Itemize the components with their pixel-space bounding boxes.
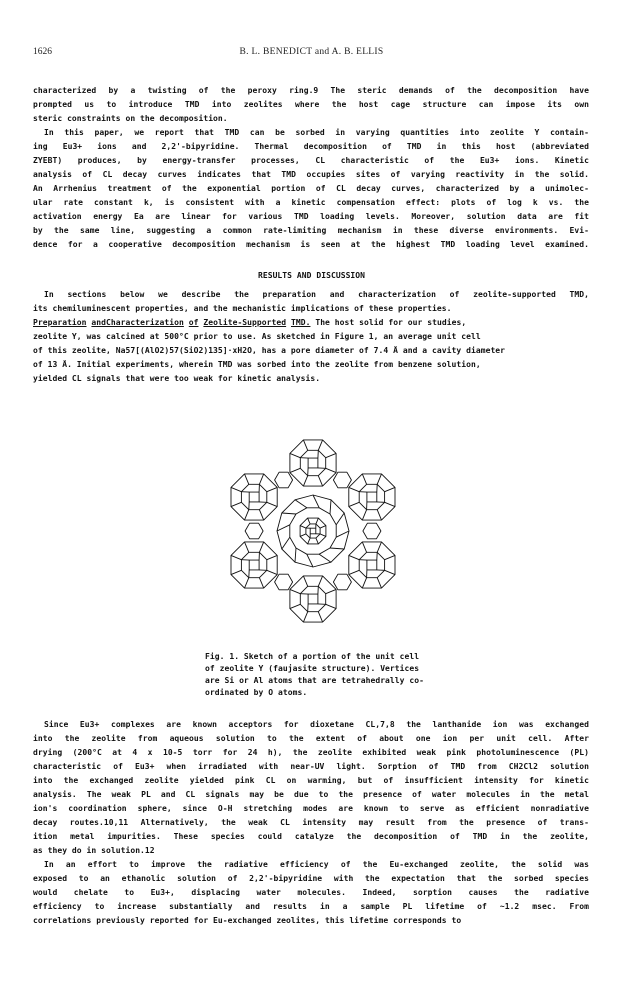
cage-edge <box>349 555 359 559</box>
cage-edge <box>377 474 381 484</box>
cage-edge <box>362 474 366 484</box>
text-line: activation energy Ea are linear for various TMD loading levels. Moreover, solution data are fit <box>33 212 589 221</box>
cage-edge <box>330 500 331 514</box>
cage-edge <box>231 570 241 574</box>
section-heading: RESULTS AND DISCUSSION <box>257 271 366 280</box>
cage-edge <box>249 560 259 570</box>
cage-edge <box>275 574 293 590</box>
cage-edge <box>308 538 311 544</box>
cage-edge <box>282 537 290 549</box>
cage-edge <box>290 508 336 554</box>
cage-edge <box>267 487 277 491</box>
cage-edge <box>231 502 241 506</box>
text-line: would chelate to Eu3+, displacing water molecules. Indeed, sorption causes the radiative <box>33 888 589 897</box>
cage-edge <box>303 612 307 622</box>
cage-edge <box>259 474 263 484</box>
subheading-word: of <box>188 318 199 327</box>
text-line: into the exchanged zeolite yielded pink CL on warming, but of insufficient intensity for kinetic <box>33 776 589 785</box>
text-line: prompted us to introduce TMD into zeolites where the host cage structure can impose its own <box>33 100 589 109</box>
page-number: 1626 <box>33 47 52 57</box>
cage-edge <box>318 612 322 622</box>
caption-line: Fig. 1. Sketch of a portion of the unit cell <box>205 652 420 661</box>
cage-edge <box>303 576 307 586</box>
cage-edge <box>277 495 349 567</box>
text-line: analysis. The weak PL and CL signals may be due to the presence of water molecules in the metal <box>33 790 589 799</box>
cage-edge <box>308 518 311 524</box>
cage-edge <box>306 524 320 538</box>
cage-edge <box>377 578 381 588</box>
cage-edge <box>267 555 277 559</box>
cage-edge <box>290 576 336 622</box>
cage-edge <box>300 586 325 611</box>
text-line: ion's coordination sphere, since O-H stretching modes are known to serve as efficient nonradiative <box>33 804 589 813</box>
cage-edge <box>245 578 249 588</box>
cage-edge <box>316 538 319 544</box>
cage-edge <box>259 542 263 552</box>
cage-edge <box>231 487 241 491</box>
cage-edge <box>385 555 395 559</box>
subheading-line <box>33 318 589 328</box>
cage-edge <box>300 526 306 529</box>
cage-edge <box>241 484 266 509</box>
cage-edge <box>367 560 377 570</box>
cage-edge <box>308 594 318 604</box>
cage-edge <box>318 476 322 486</box>
cage-edge <box>349 487 359 491</box>
text-line: of 13 Å. Initial experiments, wherein TMD was sorbed into the zeolite from benzene solution, <box>33 360 481 369</box>
text-line: efficiency to increase substantially and results in a sample PL lifetime of ~1.2 msec. From <box>33 902 589 911</box>
cage-edge <box>326 604 336 608</box>
cage-edge <box>318 576 322 586</box>
text-line: An Arrhenius treatment of the exponential portion of CL decay curves, characterized by a unimolec- <box>33 184 589 193</box>
text-line: In sections below we describe the preparation and characterization of zeolite-supported TMD, <box>44 290 589 299</box>
cage-edge <box>359 552 384 577</box>
zeolite-structure-figure <box>198 425 428 638</box>
cage-edge <box>318 440 322 450</box>
cage-edge <box>300 450 325 475</box>
text-line: as they do in solution.12 <box>33 846 155 855</box>
text-line: exposed to an ethanolic solution of 2,2'-bipyridine with the expectation that the sorbed species <box>33 874 589 883</box>
subheading-word: Preparation <box>33 318 87 327</box>
subheading-word: Characterization <box>106 318 184 327</box>
cage-edge <box>362 510 366 520</box>
cage-edge <box>307 554 313 567</box>
cage-edge <box>267 570 277 574</box>
text-line: ition metal impurities. These species could catalyze the decomposition of TMD in the zeolite, <box>33 832 589 841</box>
cage-edge <box>245 510 249 520</box>
cage-edge <box>336 531 349 537</box>
cage-edge <box>377 510 381 520</box>
cage-edge <box>308 458 318 468</box>
cage-edge <box>333 472 351 488</box>
cage-edge <box>349 570 359 574</box>
cage-edge <box>319 554 331 562</box>
cage-edge <box>362 542 366 552</box>
cage-edge <box>313 495 319 508</box>
text-line: ular rate constant k, is consistent with a kinetic compensation effect: plots of log k vs. the <box>33 198 589 207</box>
caption-line: are Si or Al atoms that are tetrahedrally co- <box>205 676 424 685</box>
cage-edge <box>275 472 293 488</box>
cage-edge <box>349 474 395 520</box>
text-line: its chemiluminescent properties, and the mechanistic implications of these properties. <box>33 304 452 313</box>
text-line: zeolite Y, was calcined at 500°C prior to use. As sketched in Figure 1, an average unit cell <box>33 332 481 341</box>
cage-edge <box>377 542 381 552</box>
cage-edge <box>259 510 263 520</box>
subheading-word: and <box>91 318 107 327</box>
text-line: dence for a cooperative decomposition mechanism is seen at the highest TMD loading level examined. <box>33 240 589 249</box>
text-line: into the zeolite from aqueous solution to the extent of about one ion per unit cell. After <box>33 734 589 743</box>
text-line: characterized by a twisting of the peroxy ring.9 The steric demands of the decomposition have <box>33 86 589 95</box>
cage-edge <box>310 528 316 534</box>
text-span: The host solid for our studies, <box>315 318 467 327</box>
cage-edge <box>359 484 384 509</box>
cage-edge <box>367 492 377 502</box>
cage-edge <box>231 555 241 559</box>
text-line: steric constraints on the decomposition. <box>33 114 228 123</box>
cage-edge <box>349 502 359 506</box>
text-line: of this zeolite, Na57[(AlO2)57(SiO2)135]·xH2O, has a pore diameter of 7.4 Å and a cavity diameter <box>33 346 506 355</box>
cage-edge <box>277 525 290 531</box>
cage-edge <box>282 513 296 514</box>
cage-edge <box>326 468 336 472</box>
cage-edge <box>349 542 395 588</box>
cage-edge <box>267 502 277 506</box>
cage-edge <box>290 604 300 608</box>
cage-edge <box>326 453 336 457</box>
text-line: drying (200°C at 4 x 10-5 torr for 24 h), the zeolite exhibited weak pink photoluminescence (PL) <box>33 748 589 757</box>
cage-edge <box>300 534 306 537</box>
text-line: In this paper, we report that TMD can be sorbed in varying quantities into zeolite Y contain- <box>44 128 589 137</box>
cage-edge <box>316 518 319 524</box>
text-line: analysis of CL decay curves indicates that TMD occupies sites of varying reactivity in the solid. <box>33 170 589 179</box>
subheading-word: Zeolite-Supported <box>203 318 287 327</box>
cage-edge <box>290 440 336 486</box>
cage-edge <box>333 574 351 590</box>
running-head: B. L. BENEDICT and A. B. ELLIS <box>239 47 384 57</box>
cage-edge <box>303 476 307 486</box>
subheading-word: TMD. <box>290 318 311 327</box>
cage-edge <box>320 534 326 537</box>
text-line: In an effort to improve the radiative efficiency of the Eu-exchanged zeolite, the solid was <box>44 860 589 869</box>
text-line: by the same line, suggesting a common rate-limiting mechanism in these diverse environments. Evi- <box>33 226 589 235</box>
cage-edge <box>363 523 381 539</box>
cage-edge <box>303 440 307 450</box>
text-line: characteristic of Eu3+ when irradiated with near-UV light. Sorption of TMD from CH2Cl2 solution <box>33 762 589 771</box>
cage-edge <box>290 468 300 472</box>
cage-edge <box>249 492 259 502</box>
text-line: yielded CL signals that were too weak for kinetic analysis. <box>33 374 321 383</box>
cage-edge <box>241 552 266 577</box>
cage-edge <box>290 453 300 457</box>
cage-edge <box>330 548 344 549</box>
cage-edge <box>300 518 326 544</box>
cage-edge <box>385 487 395 491</box>
cage-edge <box>290 589 300 593</box>
cage-edge <box>231 542 277 588</box>
caption-line: of zeolite Y (faujasite structure). Vertices <box>205 664 420 673</box>
cage-edge <box>245 474 249 484</box>
cage-edge <box>385 502 395 506</box>
cage-edge <box>245 542 249 552</box>
caption-line: ordinated by O atoms. <box>205 688 308 697</box>
cage-edge <box>295 548 296 562</box>
text-line: Since Eu3+ complexes are known acceptors for dioxetane CL,7,8 the lanthanide ion was exchanged <box>44 720 589 729</box>
cage-edge <box>320 526 326 529</box>
cage-edge <box>295 500 307 508</box>
cage-edge <box>385 570 395 574</box>
text-line: ZYEBT) produces, by energy-transfer processes, CL characteristic of the Eu3+ ions. Kinetic <box>33 156 589 165</box>
text-line: decay routes.10,11 Alternatively, the weak CL intensity may result from the presence of trans- <box>33 818 589 827</box>
cage-edge <box>326 589 336 593</box>
text-line: correlations previously reported for Eu-exchanged zeolites, this lifetime corresponds to <box>33 916 462 925</box>
cage-edge <box>245 523 263 539</box>
cage-edge <box>231 474 277 520</box>
text-line: ing Eu3+ ions and 2,2'-bipyridine. Thermal decomposition of TMD in this host (abbreviated <box>33 142 589 151</box>
cage-edge <box>362 578 366 588</box>
cage-edge <box>259 578 263 588</box>
cage-edge <box>336 513 344 525</box>
